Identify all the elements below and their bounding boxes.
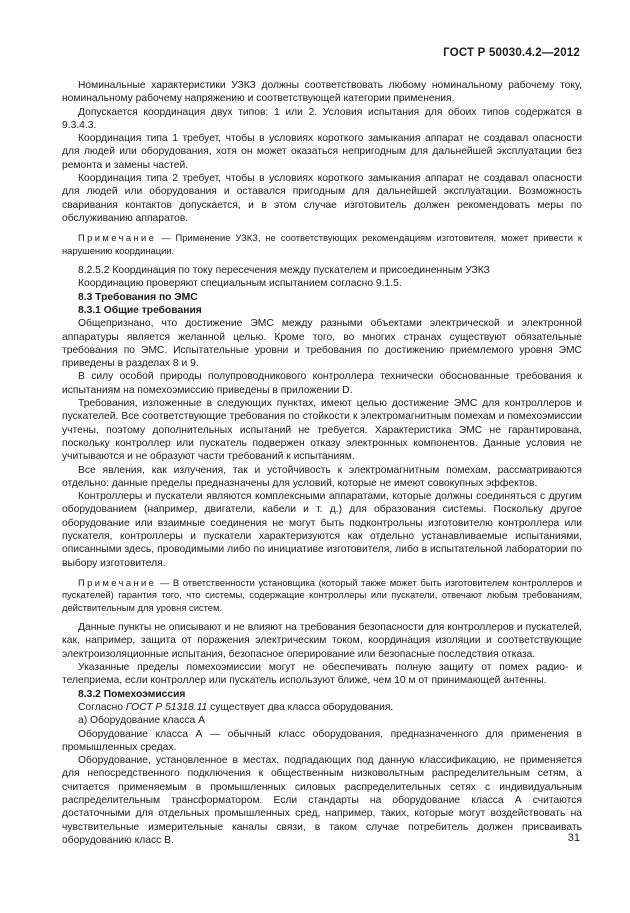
paragraph-rating: Номинальные характеристики УЗКЗ должны соответствовать любому номинальному рабочему току, номинальному рабочему напряжению и соответствующей категории применения. <box>62 80 582 105</box>
note-label: Примечание <box>78 576 157 588</box>
list-item-class-a: а) Оборудование класса А <box>78 715 206 727</box>
paragraph-emc-intro: Общепризнано, что достижение ЭМС между разными объектами электрической и электронной аппаратуры является желанной целью. Кроме того, во многих странах существуют обязательные требования по ЭМС. Испытательные уровни и требования по достижению приемлемого уровня ЭМС приведены в разделах 8 и 9. <box>62 318 582 370</box>
note-label: Примечание <box>78 232 157 244</box>
paragraph-classes: Согласно ГОСТ Р 51318.11 существует два класса оборудования. <box>78 701 394 713</box>
page-number: 31 <box>567 832 580 844</box>
paragraph-test-reference: Координацию проверяют специальным испытанием согласно 9.1.5. <box>78 278 402 290</box>
paragraph-coordination-types: Допускается координация двух типов: 1 или 2. Условия испытания для обоих типов содержатся в 9.3.4.3. <box>62 106 582 131</box>
document-body <box>62 79 582 847</box>
note-installer <box>62 577 582 614</box>
heading-8-3: 8.3 Требования по ЭМС <box>78 291 198 303</box>
paragraph-emission-limits: Указанные пределы помехоэмиссии могут не обеспечивать полную защиту от помех радио- и телеприема, если контроллер или пускатель используют ближе, чем 10 м от принимающей антенны. <box>62 662 582 687</box>
page-header-standard: ГОСТ Р 50030.4.2—2012 <box>443 47 580 59</box>
paragraph-safety: Данные пункты не описывают и не влияют на требования безопасности для контроллеров и пускателей, как, например, защита от поражения электрическим током, координация изоляции и соответствующие электроизоляционные испытания, безопасное оперирование или безопасные последствия отказа. <box>62 622 582 660</box>
paragraph-8-2-5-2: 8.2.5.2 Координация по току пересечения между пускателем и присоединенным УЗКЗ <box>78 265 490 277</box>
standard-reference: ГОСТ Р 51318.11 <box>125 701 208 713</box>
paragraph-complex-devices: Контроллеры и пускатели являются комплексными аппаратами, которые должны соединяться с другим оборудованием (например, двигатели, кабели и т. д.) для образования системы. Поскольку другое оборудование или взаимные соединения не могут быть подконтрольны изготовителю контроллера или пускателя, контроллеры и пускатели характеризуются как отдельно устанавливаемые испытаниями, описанными здесь, проводимыми либо по инициативе изготовителя, либо в испытательной лаборатории по выбору изготовителя. <box>62 491 582 569</box>
heading-8-3-1: 8.3.1 Общие требования <box>78 304 202 316</box>
note-text: — В ответственности установщика (который также может быть изготовителем контроллеров и пускателей) гарантия того, что системы, содержащие контроллеры или пускатели, отвечают любым требованиям, действительным для уровня систем. <box>62 576 582 613</box>
paragraph-class-a-installation: Оборудование, установленное в местах, подпадающих под данную классификацию, не применяется для непосредственного подключения к общественным низковольтным распределительным сетям, а считается применяемым в промышленных силовых распределительных сетях с индивидуальным распределительным трансформатором. Если стандарты на оборудование класса А считаются достаточными для отдельных промышленных сред, например, таких, которые могут воздействовать на чувствительные измерительные каналы связи, в таком случае потребитель должен присваивать оборудованию класс В. <box>62 755 582 846</box>
note-uzkz <box>62 232 582 257</box>
paragraph-requirements: Требования, изложенные в следующих пунктах, имеют целью достижение ЭМС для контроллеров и пускателей. Все соответствующие требования по стойкости к электромагнитным помехам и помехоэмиссии учтены, поэтому дополнительных испытаний не требуется. Характеристика ЭМС не гарантирована, поскольку контроллер или пускатель подвержен отказу электронных компонентов. Данные условия не учитываются и не образуют части требований к испытаниям. <box>62 398 582 463</box>
note-text: — Применение УЗКЗ, не соответствующих рекомендациям изготовителя, может привести к нарушению координации. <box>62 232 582 256</box>
paragraph-class-a-definition: Оборудование класса А — обычный класс оборудования, предназначенного для применения в промышленных средах. <box>62 728 582 753</box>
paragraph-annex-d: В силу особой природы полупроводникового контроллера технически обоснованные требования к испытаниям на помехоэмиссию приведены в приложении D. <box>62 371 582 396</box>
paragraph-type-1: Координация типа 1 требует, чтобы в условиях короткого замыкания аппарат не создавал опасности для людей или оборудования, хотя он может оказаться непригодным для дальнейшей эксплуатации без ремонта и замены частей. <box>62 133 582 171</box>
paragraph-phenomena: Все явления, как излучения, так и устойчивость к электромагнитным помехам, рассматриваются отдельно: данные пределы предназначены для условий, которые не имеют совокупных эффектов. <box>62 464 582 489</box>
paragraph-type-2: Координация типа 2 требует, чтобы в условиях короткого замыкания аппарат не создавал опасности для людей или оборудования и оставался пригодным для дальнейшей эксплуатации. Возможность сваривания контактов допускается, и в этом случае изготовитель должен рекомендовать меры по обслуживанию аппаратов. <box>62 173 582 224</box>
heading-8-3-2: 8.3.2 Помехоэмиссия <box>78 688 186 700</box>
